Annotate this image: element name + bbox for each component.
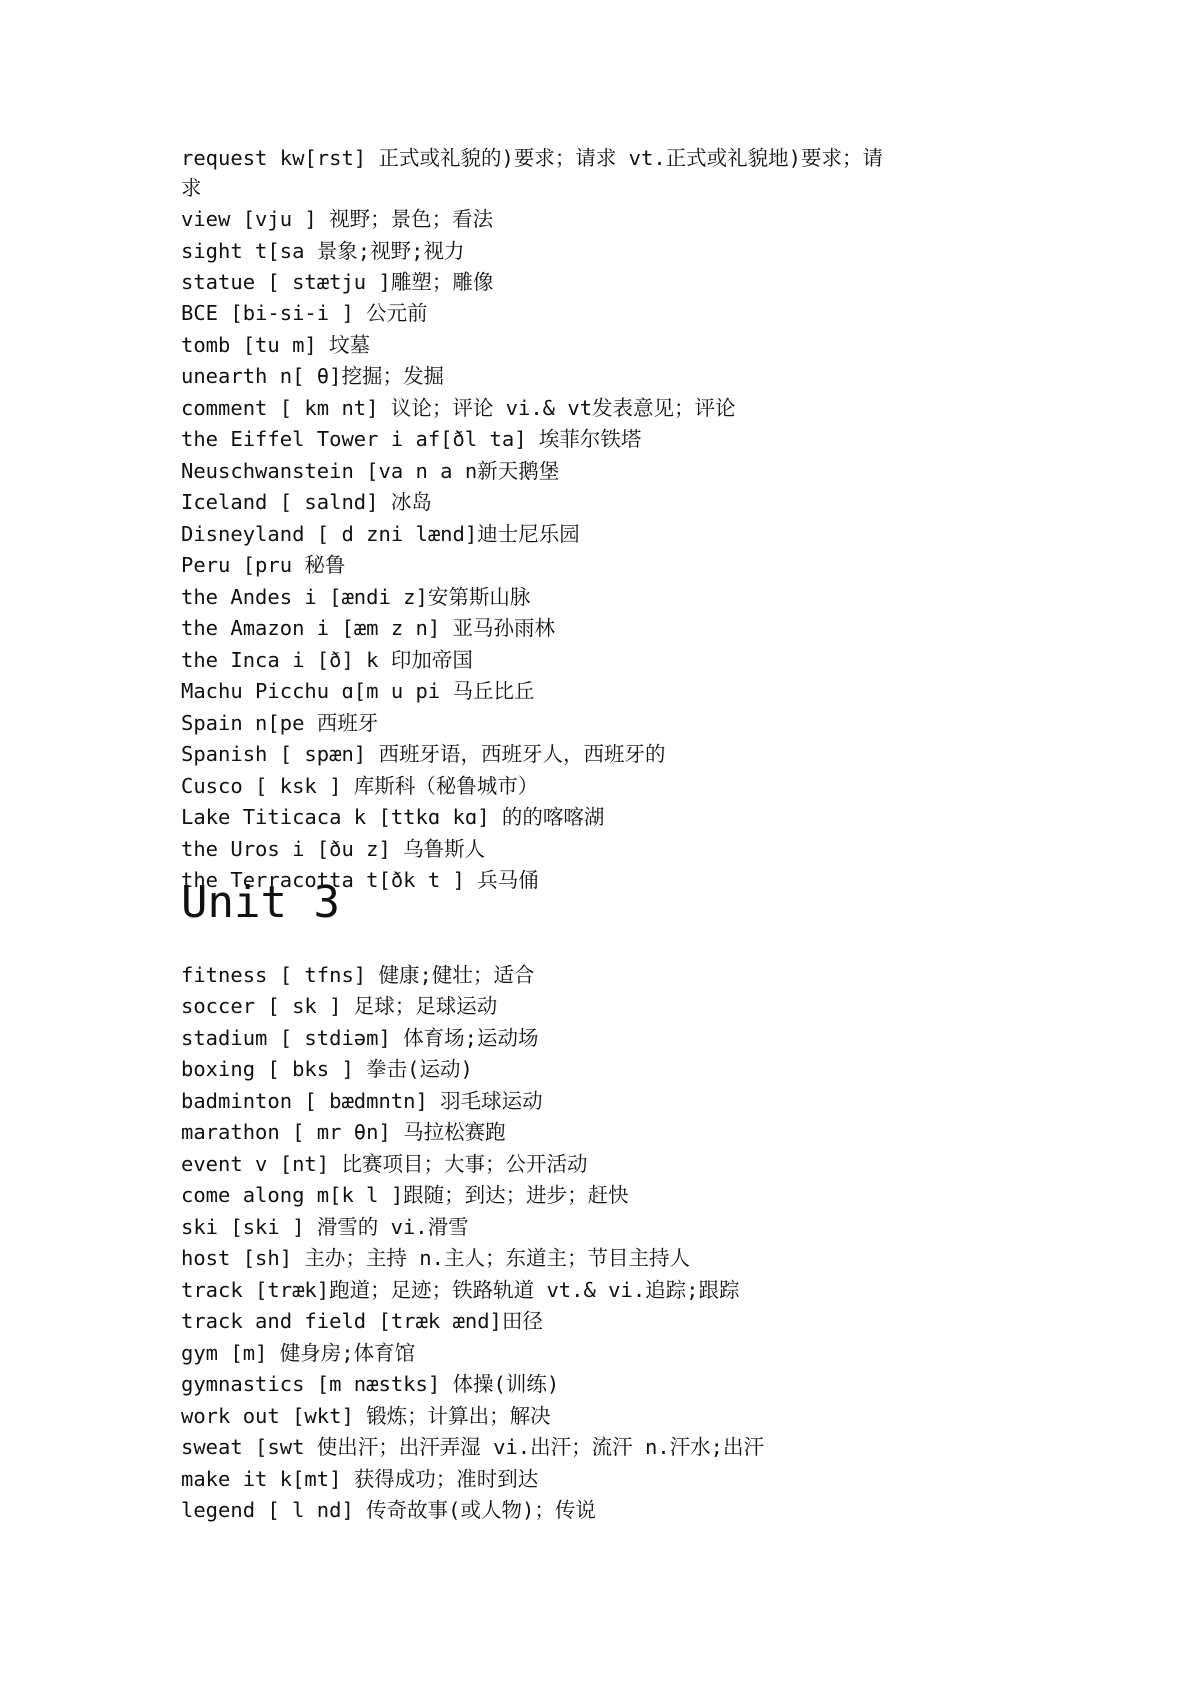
vocab-line: event v [nt] 比赛项目；大事；公开活动 bbox=[181, 1152, 588, 1176]
vocab-line: gymnastics [m næstks] 体操(训练) bbox=[181, 1372, 560, 1396]
vocab-line: Iceland [ salnd] 冰岛 bbox=[181, 490, 432, 514]
vocab-line: the Terracotta t[ðk t ] 兵马俑 bbox=[181, 868, 539, 892]
vocab-line: comment [ km nt] 议论；评论 vi.& vt发表意见；评论 bbox=[181, 396, 736, 420]
vocab-line: marathon [ mr θn] 马拉松赛跑 bbox=[181, 1120, 506, 1144]
vocab-line: view [vju ] 视野；景色；看法 bbox=[181, 207, 494, 231]
vocab-line: Cusco [ ksk ] 库斯科（秘鲁城市） bbox=[181, 774, 539, 798]
vocab-line: host [sh] 主办；主持 n.主人；东道主；节目主持人 bbox=[181, 1246, 690, 1270]
vocab-line: Peru [pru 秘鲁 bbox=[181, 553, 346, 577]
vocab-line: fitness [ tfns] 健康;健壮；适合 bbox=[181, 963, 535, 987]
vocab-line: BCE [bi-si-i ] 公元前 bbox=[181, 301, 428, 325]
vocab-line: legend [ l nd] 传奇故事(或人物)；传说 bbox=[181, 1498, 596, 1522]
vocab-line: the Uros i [ðu z] 乌鲁斯人 bbox=[181, 837, 486, 861]
vocab-line: Lake Titicaca k [ttkɑ kɑ] 的的喀喀湖 bbox=[181, 805, 605, 829]
vocab-line: Disneyland [ d zni lænd]迪士尼乐园 bbox=[181, 522, 580, 546]
vocab-line: the Eiffel Tower i af[ðl ta] 埃菲尔铁塔 bbox=[181, 427, 642, 451]
vocab-line: Neuschwanstein [va n a n新天鹅堡 bbox=[181, 459, 560, 483]
vocab-line: Spain n[pe 西班牙 bbox=[181, 711, 379, 735]
vocab-line: the Amazon i [æm z n] 亚马孙雨林 bbox=[181, 616, 556, 640]
vocab-line: the Andes i [ændi z]安第斯山脉 bbox=[181, 585, 531, 609]
vocab-line: Spanish [ spæn] 西班牙语，西班牙人，西班牙的 bbox=[181, 742, 666, 766]
vocab-line: the Inca i [ð] k 印加帝国 bbox=[181, 648, 473, 672]
vocab-line: work out [wkt] 锻炼；计算出；解决 bbox=[181, 1404, 551, 1428]
vocab-line: request kw[rst] 正式或礼貌的)要求；请求 vt.正式或礼貌地)要求；请 bbox=[181, 146, 884, 170]
vocab-line: boxing [ bks ] 拳击(运动) bbox=[181, 1057, 473, 1081]
vocab-line: gym [m] 健身房;体育馆 bbox=[181, 1341, 416, 1365]
vocab-line: sweat [swt 使出汗；出汗弄湿 vi.出汗；流汗 n.汗水;出汗 bbox=[181, 1435, 764, 1459]
vocab-line: statue [ stætju ]雕塑；雕像 bbox=[181, 270, 494, 294]
vocab-line: sight t[sa 景象;视野;视力 bbox=[181, 239, 465, 263]
vocab-line: come along m[k l ]跟随；到达；进步；赶快 bbox=[181, 1183, 629, 1207]
vocab-line: Machu Picchu ɑ[m u pi 马丘比丘 bbox=[181, 679, 535, 703]
vocab-line: 求 bbox=[181, 176, 202, 200]
vocab-line: make it k[mt] 获得成功；准时到达 bbox=[181, 1467, 539, 1491]
vocab-line: stadium [ stdiəm] 体育场;运动场 bbox=[181, 1026, 539, 1050]
unit-heading: Unit 3 bbox=[181, 877, 340, 928]
vocab-line: badminton [ bædmntn] 羽毛球运动 bbox=[181, 1089, 543, 1113]
vocab-line: track and field [træk ænd]田径 bbox=[181, 1309, 543, 1333]
vocab-line: soccer [ sk ] 足球；足球运动 bbox=[181, 994, 498, 1018]
vocab-line: unearth n[ θ]挖掘；发掘 bbox=[181, 364, 444, 388]
vocab-line: tomb [tu m] 坟墓 bbox=[181, 333, 371, 357]
vocab-line: track [træk]跑道；足迹；铁路轨道 vt.& vi.追踪;跟踪 bbox=[181, 1278, 740, 1302]
vocab-line: ski [ski ] 滑雪的 vi.滑雪 bbox=[181, 1215, 469, 1239]
